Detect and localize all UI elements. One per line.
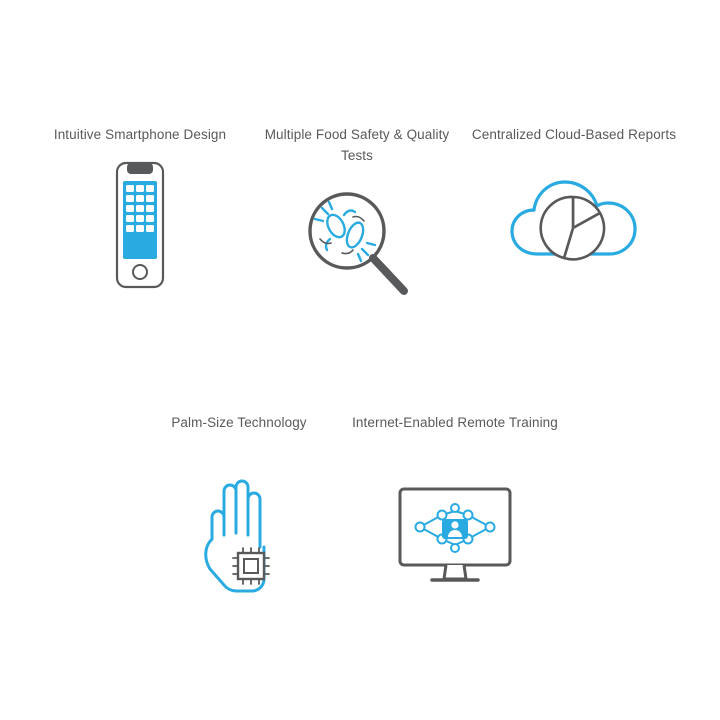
feature-palm-caption: Palm-Size Technology: [171, 415, 307, 430]
smartphone-icon: [95, 155, 185, 295]
feature-palm: [129, 412, 349, 611]
monitor-network-icon: [390, 481, 520, 591]
feature-palm-icon-wrap: [129, 461, 349, 611]
feature-cloud-caption: Centralized Cloud-Based Reports: [471, 127, 677, 142]
feature-training-icon-wrap: [345, 461, 565, 611]
feature-smartphone: [30, 124, 250, 295]
feature-smartphone-caption: Intuitive Smartphone Design: [53, 127, 227, 142]
hand-chip-icon: [184, 469, 294, 604]
feature-cloud: [464, 124, 684, 295]
feature-tests-caption: Multiple Food Safety & Quality Tests: [264, 127, 450, 163]
feature-training-caption: Internet-Enabled Remote Training: [352, 415, 558, 430]
cloud-pie-chart-icon: [504, 170, 644, 280]
magnifier-bacteria-icon: [292, 181, 422, 311]
feature-cloud-icon-wrap: [464, 155, 684, 295]
feature-training: [345, 412, 565, 611]
feature-tests: [247, 124, 467, 316]
feature-tests-icon-wrap: [247, 176, 467, 316]
feature-smartphone-icon-wrap: [30, 155, 250, 295]
